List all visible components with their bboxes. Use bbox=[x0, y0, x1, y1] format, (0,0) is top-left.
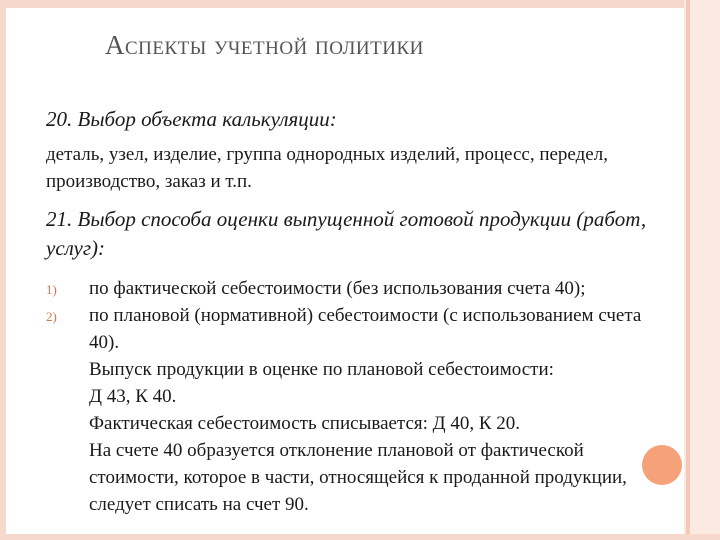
slide-content bbox=[46, 106, 676, 518]
slide-title-text: Аспекты учетной политики bbox=[105, 30, 424, 60]
section-20-heading: 20. Выбор объекта калькуляции: bbox=[46, 107, 337, 131]
list-item-number: 1) bbox=[46, 282, 57, 297]
list-item-text: по фактической себестоимости (без использования счета 40); bbox=[89, 278, 586, 299]
slide-border-right-line bbox=[686, 0, 690, 540]
section-20-text: деталь, узел, изделие, группа однородных изделий, процесс, передел, производство, заказ и т.п. bbox=[46, 144, 608, 192]
list-item bbox=[46, 302, 676, 518]
list-item-number: 2) bbox=[46, 309, 57, 324]
list-item-text: На счете 40 образуется отклонение плановой от фактической стоимости, которое в части, относящейся к проданной продукции, следует списать на счет 90. bbox=[89, 440, 627, 515]
slide-border-bottom bbox=[0, 534, 720, 540]
list-item-text: Фактическая себестоимость списывается: Д 40, К 20. bbox=[89, 413, 521, 434]
list-item-text: Выпуск продукции в оценке по плановой себестоимости: bbox=[89, 359, 554, 380]
section-21-list bbox=[46, 275, 676, 518]
list-item bbox=[46, 275, 676, 302]
list-item-text: Д 43, К 40. bbox=[89, 386, 177, 407]
slide-border-top bbox=[0, 0, 720, 8]
slide-title bbox=[105, 30, 424, 61]
section-21-heading: 21. Выбор способа оценки выпущенной готовой продукции (работ, услуг): bbox=[46, 207, 647, 260]
list-item-text: по плановой (нормативной) себестоимости (с использованием счета 40). bbox=[89, 305, 642, 353]
slide-border-left bbox=[0, 0, 6, 540]
